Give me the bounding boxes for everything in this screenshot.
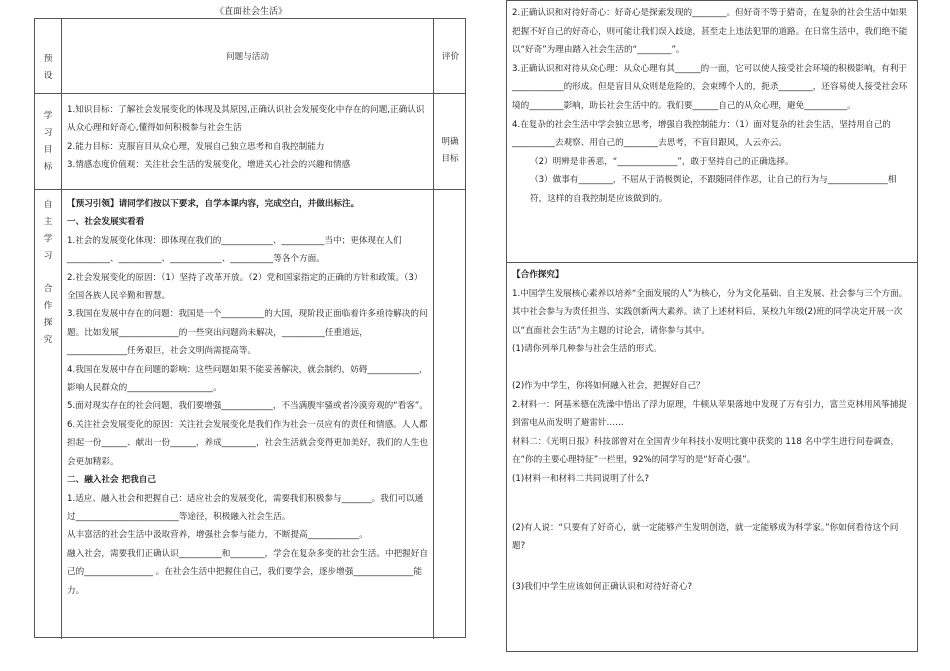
section-heading: 二、融入社会 把我自己 xyxy=(67,475,156,486)
side-label-cooperation: 合作探究 xyxy=(43,284,53,345)
coop-header: 【合作探究】 xyxy=(512,270,564,280)
fill-item: 从丰富活的社会生活中汲取营养，增强社会参与能力，不断提高____________。 xyxy=(67,530,368,541)
fill-item: （3）做事有________，不屈从于消极舆论，不跟随同伴作恶，让自己的行为与______________相符，这样的自我控制是应该做到的。 xyxy=(530,175,897,204)
fill-item: 2.正确认识和对待好奇心：好奇心是探索发现的________。但好奇不等于猎奇，在复杂的社会生活中如果把握不好自己的好奇心，则可能让我们误入歧途，甚至走上违法犯罪的道路。在日常生活中，我们绝不能以“好奇”为理由踏入社会生活的“________”。 xyxy=(512,8,908,56)
coop-item: 1.中国学生发展核心素养以培养“全面发展的人”为核心，分为文化基础、自主发展、社会参与三个方面。其中社会参与为责任担当、实践创新两大素养。读了上述材料后，某校九年级(2)班的同学决定开展一次以“直面社会生活”为主题的讨论会，请你参与其中。 xyxy=(512,288,908,336)
fill-item: 4.我国在发展中存在问题的影响：这些问题如果不能妥善解决，就会制约，妨碍____________，影响人民群众的____________________。 xyxy=(67,364,428,394)
fill-item: （2）明辨是非善恶，“______________”，敢于坚持自己的正确选择。 xyxy=(530,156,794,167)
answer-space xyxy=(512,556,910,578)
fill-item: ______________任务艰巨，社会文明尚需提高等。 xyxy=(67,346,257,357)
coop-item: 材料二：《光明日报》科技部曾对在全国青少年科技小发明比赛中获奖的 118 名中学生进行问卷调查，在“你的主要心理特征”一栏里，92%的同学写的是“好奇心强”。 xyxy=(512,436,900,466)
fill-item: 2.社会发展变化的原因：（1）坚持了改革开放。（2）党和国家指定的正确的方针和政策。（3）全国各族人民辛勤和智慧。 xyxy=(67,272,423,302)
coop-content xyxy=(512,266,910,596)
header-eval xyxy=(434,19,467,93)
left-page xyxy=(34,0,468,640)
fill-item: 5.面对现实存在的社会问题，我们要增强____________，不当满腹牢骚或者冷漠旁观的“看客”。 xyxy=(67,401,428,412)
goal-label xyxy=(35,95,61,189)
coop-item: 2.材料一：阿基米德在洗澡中悟出了浮力原理，牛顿从苹果落地中发现了万有引力，富兰克林用风筝捕捉到雷电从而发明了避雷针…… xyxy=(512,399,907,429)
goal-item: 1.知识目标：了解社会发展变化的体现及其原因,正确认识社会发展变化中存在的问题,正确认识从众心理和好奇心,懂得如何积极参与社会生活 xyxy=(67,105,425,134)
lesson-table xyxy=(34,18,466,638)
row-divider xyxy=(35,189,465,190)
col-divider xyxy=(61,19,62,639)
side-label-self-study: 自主学习 xyxy=(43,200,53,261)
goal-item: 3.情感态度价值观：关注社会生活的发展变化，增进关心社会的兴趣和情感 xyxy=(67,160,351,171)
row-divider xyxy=(506,262,918,263)
col-divider xyxy=(433,19,434,639)
goal-label-text: 学习目标 xyxy=(43,111,53,172)
coop-item: (2)有人说：“只要有了好奇心，就一定能够产生发明创造，就一定能够成为科学家。”你如何看待这个问题? xyxy=(512,522,899,552)
goal-eval-text: 明确目标 xyxy=(441,137,459,164)
coop-item: (3)我们中学生应该如何正确认识和对待好奇心? xyxy=(512,581,693,592)
fill-item: 3.正确认识和对待从众心理：从众心理有其______的一面，它可以使人接受社会环境的积极影响，有利于____________的形成。但是盲目从众则是危险的，会束缚个人的，扼杀________，还容易使人接受社会环境的________影响，助长社会生活中的。我们要______自己的从众心理，避免__________。 xyxy=(512,63,908,111)
goal-eval xyxy=(436,131,464,171)
section-heading: 一、社会发展实看看 xyxy=(67,217,145,228)
document-title: 《直面社会生活》 xyxy=(214,7,287,17)
header-activity-text: 问题与活动 xyxy=(226,52,269,62)
coop-item: (1)请你列举几种参与社会生活的形式。 xyxy=(512,344,662,355)
fill-item: 6.关注社会发展变化的原因：关注社会发展变化是我们作为社会一员应有的责任和情感。人人都担起一份______、献出一份______，养成________，社会生活就会变得更加美好，我们的人生也会更加精彩。 xyxy=(67,419,428,467)
coop-item: (1)材料一和材料二共同说明了什么? xyxy=(512,473,650,484)
preview-content xyxy=(67,195,429,600)
header-eval-text: 评价 xyxy=(441,52,460,62)
answer-space xyxy=(512,359,910,377)
header-preset xyxy=(35,45,61,91)
fill-item: 4.在复杂的社会生活中学会独立思考，增强自我控制能力：（1）面对复杂的社会生活，坚持用自己的__________去观察、用自己的________去思考，不盲目跟风，人云亦云。 xyxy=(512,119,891,149)
row-divider xyxy=(35,93,465,94)
header-activity xyxy=(62,19,433,93)
right-top-content xyxy=(512,4,910,209)
goals-content xyxy=(67,101,429,175)
fill-item: 1.社会的发展变化体现：即体现在我们的____________、__________当中；更体现在人们__________、__________、____________、__________等各个方面。 xyxy=(67,235,402,265)
header-preset-text: 预设 xyxy=(43,54,53,81)
right-page xyxy=(506,0,918,652)
fill-item: 融入社会，需要我们正确认识__________和________，学会在复杂多变的社会生活。中把握好自己的________________ 。在社会生活中把握住自己，我们要学会，逐步增强______________能力。 xyxy=(67,548,428,596)
preview-header: 【预习引领】请同学们按以下要求，自学本课内容，完成空白，并做出标注。 xyxy=(67,199,360,209)
answer-space xyxy=(512,489,910,519)
fill-item: 1.适应、融入社会和把握自己：适应社会的发展变化，需要我们积极参与_______。我们可以通过________________________等途径，积极融入社会生活。 xyxy=(67,493,424,522)
fill-item: 3.我国在发展中存在的问题：我国是一个__________的大国，现阶段正面临着许多亟待解决的问题。比如发展______________的一些突出问题尚未解决，__________任重道远， xyxy=(67,309,428,338)
coop-item: (2)作为中学生，你将如何融入社会，把握好自己？ xyxy=(512,380,705,391)
goal-item: 2.能力目标：克服盲目从众心理，发展自己独立思考和自我控制能力 xyxy=(67,141,325,152)
